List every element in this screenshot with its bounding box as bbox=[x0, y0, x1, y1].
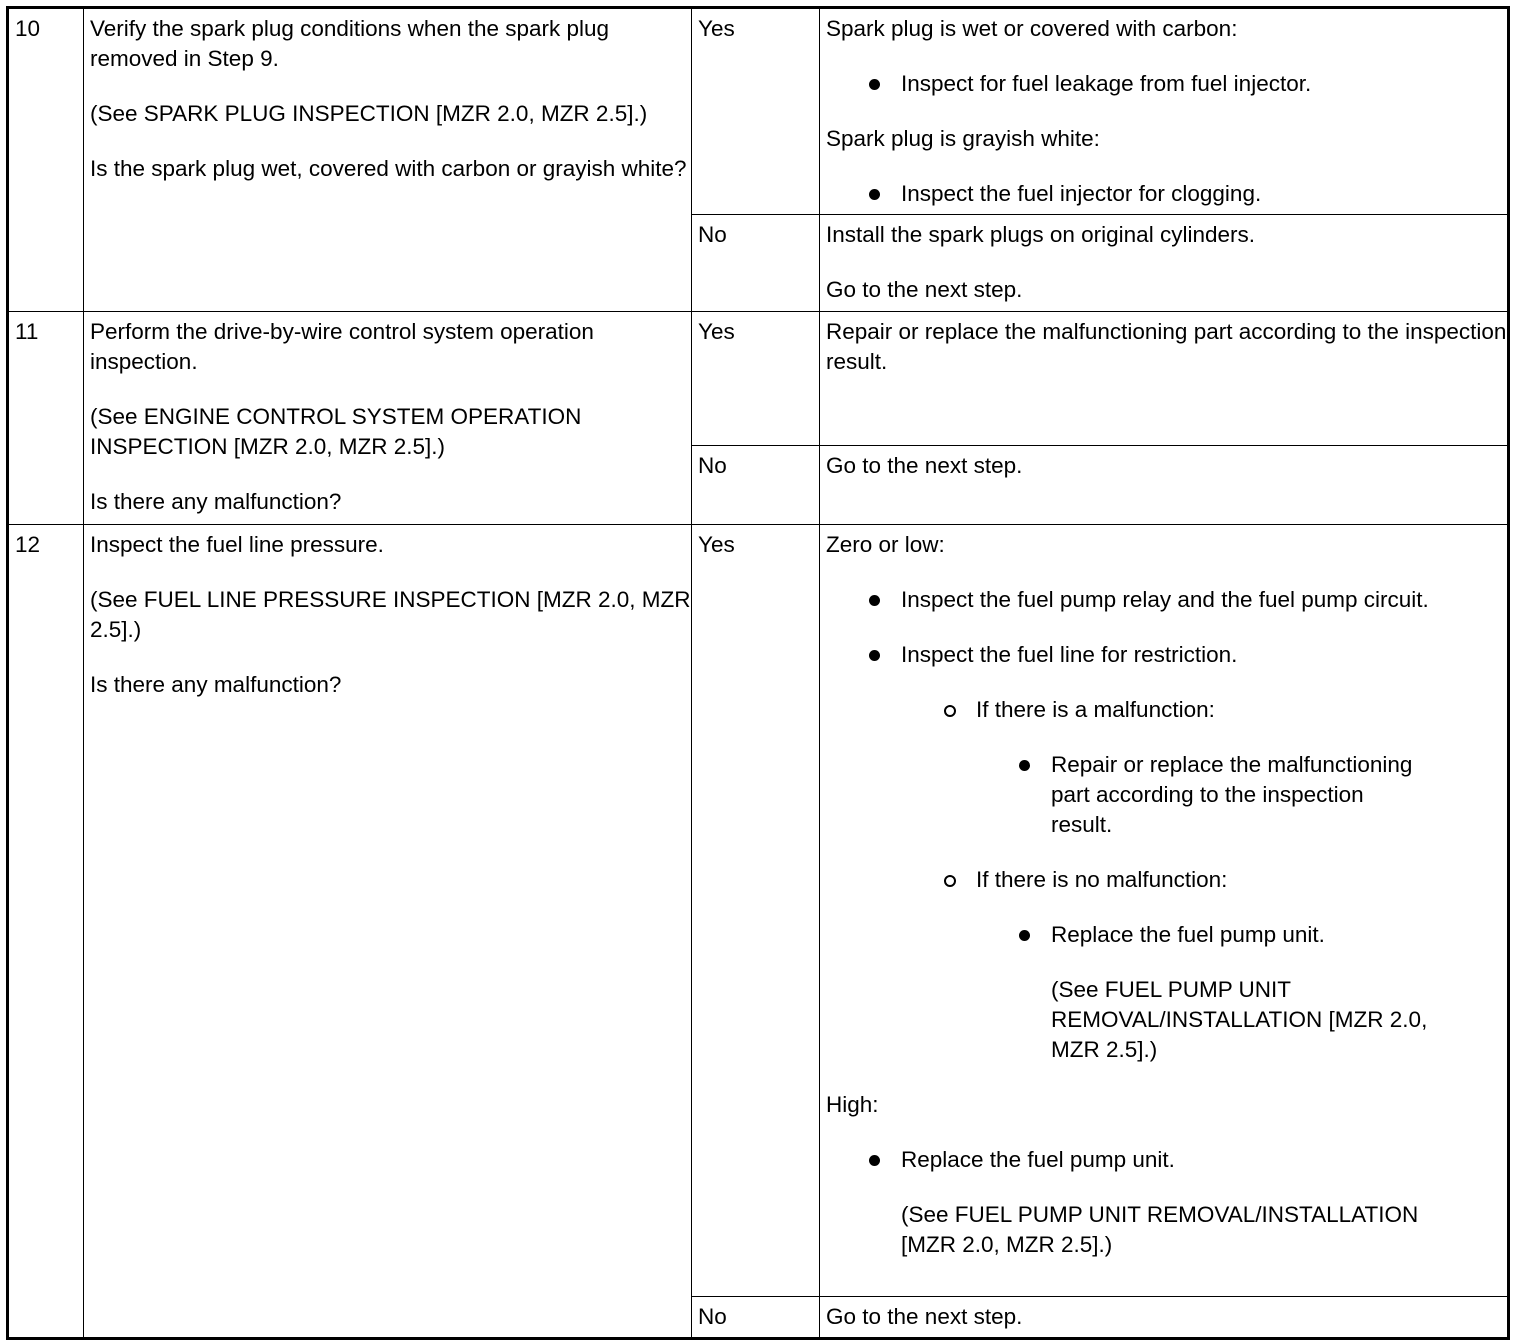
troubleshooting-table bbox=[6, 6, 1510, 1340]
action-question: Is the spark plug wet, covered with carbon or grayish white? bbox=[90, 156, 687, 181]
bullet-item: Inspect the fuel line for restriction. bbox=[901, 640, 1507, 670]
result-yes bbox=[820, 8, 1509, 215]
step-number: 12 bbox=[8, 525, 84, 1339]
bullet-circle-icon bbox=[944, 705, 956, 717]
bullet-circle-icon bbox=[944, 875, 956, 887]
sub-bullet-item: If there is no malfunction: bbox=[976, 865, 1507, 895]
bullet-dot-icon bbox=[869, 189, 880, 200]
action-reference: (See SPARK PLUG INSPECTION [MZR 2.0, MZR 2.5].) bbox=[90, 101, 648, 126]
answer-no: No bbox=[692, 446, 820, 525]
action-reference: (See ENGINE CONTROL SYSTEM OPERATION INSPECTION [MZR 2.0, MZR 2.5].) bbox=[90, 404, 582, 459]
bullet-dot-icon bbox=[869, 595, 880, 606]
bullet-item: Inspect the fuel injector for clogging. bbox=[901, 179, 1507, 209]
result-heading: Spark plug is grayish white: bbox=[826, 126, 1100, 151]
result-reference: (See FUEL PUMP UNIT REMOVAL/INSTALLATION [MZR 2.0, MZR 2.5].) bbox=[1051, 977, 1428, 1062]
result-text: Go to the next step. bbox=[826, 1304, 1023, 1329]
table-row-step-11 bbox=[8, 312, 1509, 446]
bullet-item: Repair or replace the malfunctioning part according to the inspection result. bbox=[1051, 750, 1421, 840]
result-heading: High: bbox=[826, 1092, 879, 1117]
table-row-step-10 bbox=[8, 8, 1509, 215]
bullet-dot-icon bbox=[869, 1155, 880, 1166]
answer-yes: Yes bbox=[692, 8, 820, 215]
result-no bbox=[820, 1297, 1509, 1339]
step-action bbox=[84, 8, 692, 312]
result-no bbox=[820, 215, 1509, 312]
table-row-step-12 bbox=[8, 525, 1509, 1297]
answer-yes: Yes bbox=[692, 312, 820, 446]
result-no bbox=[820, 446, 1509, 525]
action-instruction: Verify the spark plug conditions when the spark plug removed in Step 9. bbox=[90, 16, 610, 71]
result-text: Install the spark plugs on original cylinders. bbox=[826, 222, 1255, 247]
bullet-dot-icon bbox=[869, 650, 880, 661]
action-question: Is there any malfunction? bbox=[90, 672, 342, 697]
result-reference: (See FUEL PUMP UNIT REMOVAL/INSTALLATION [MZR 2.0, MZR 2.5].) bbox=[901, 1202, 1419, 1257]
result-heading: Zero or low: bbox=[826, 532, 945, 557]
result-heading: Spark plug is wet or covered with carbon: bbox=[826, 16, 1238, 41]
answer-yes: Yes bbox=[692, 525, 820, 1297]
result-text: Go to the next step. bbox=[826, 277, 1023, 302]
step-action bbox=[84, 312, 692, 525]
bullet-item: Inspect the fuel pump relay and the fuel pump circuit. bbox=[901, 585, 1441, 615]
action-question: Is there any malfunction? bbox=[90, 489, 342, 514]
action-instruction: Inspect the fuel line pressure. bbox=[90, 532, 384, 557]
step-number: 11 bbox=[8, 312, 84, 525]
action-reference: (See FUEL LINE PRESSURE INSPECTION [MZR 2.0, MZR 2.5].) bbox=[90, 587, 691, 642]
action-instruction: Perform the drive-by-wire control system operation inspection. bbox=[90, 319, 594, 374]
bullet-item: Replace the fuel pump unit. bbox=[1051, 920, 1507, 950]
result-yes bbox=[820, 312, 1509, 446]
bullet-dot-icon bbox=[1019, 760, 1030, 771]
bullet-dot-icon bbox=[869, 79, 880, 90]
answer-no: No bbox=[692, 215, 820, 312]
sub-bullet-item: If there is a malfunction: bbox=[976, 695, 1507, 725]
step-action bbox=[84, 525, 692, 1339]
answer-no: No bbox=[692, 1297, 820, 1339]
result-text: Go to the next step. bbox=[826, 453, 1023, 478]
bullet-item: Replace the fuel pump unit. bbox=[901, 1145, 1507, 1175]
bullet-dot-icon bbox=[1019, 930, 1030, 941]
result-text: Repair or replace the malfunctioning part according to the inspection result. bbox=[826, 319, 1507, 374]
result-yes bbox=[820, 525, 1509, 1297]
step-number: 10 bbox=[8, 8, 84, 312]
bullet-item: Inspect for fuel leakage from fuel injector. bbox=[901, 69, 1507, 99]
